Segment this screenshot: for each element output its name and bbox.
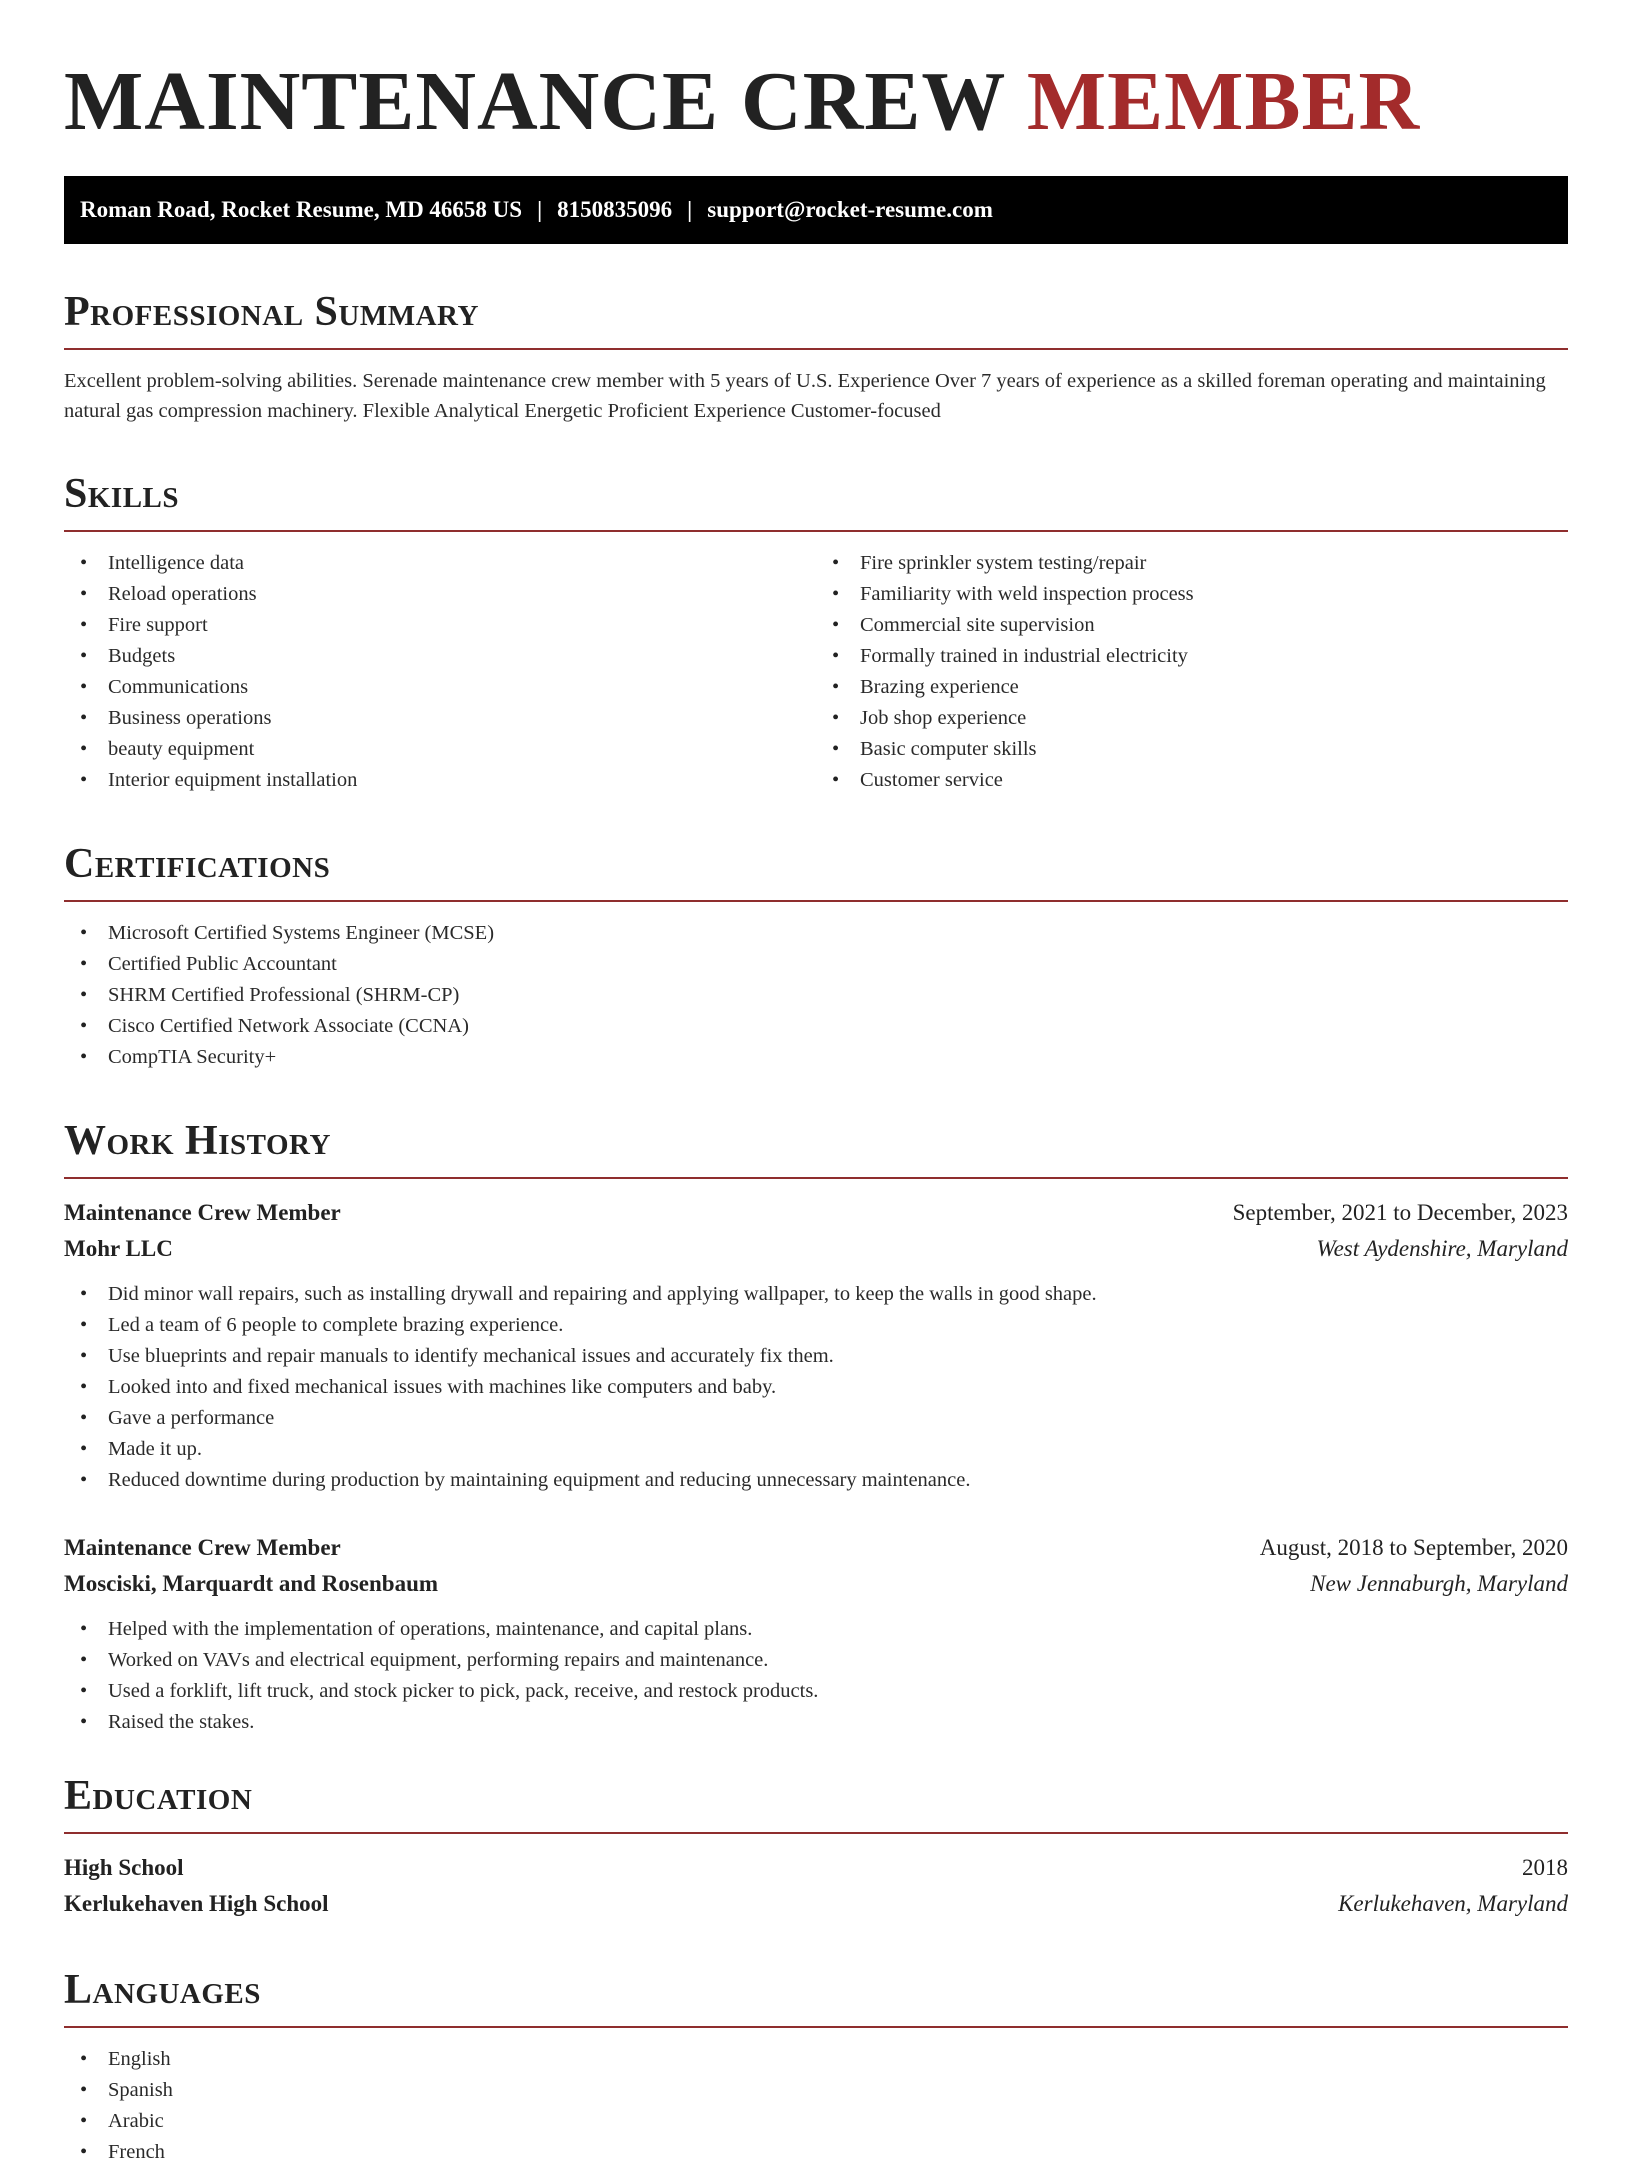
job-duty-item: • Worked on VAVs and electrical equipment, performing repairs and maintenance.: [64, 1645, 1568, 1676]
language-item: • English: [64, 2044, 1568, 2075]
skills-columns: [64, 548, 1568, 796]
job-duty-item: • Looked into and fixed mechanical issues with machines like computers and baby.: [64, 1372, 1568, 1403]
job-duty-item: • Made it up.: [64, 1434, 1568, 1465]
education-subheader-row: [64, 1886, 1568, 1922]
language-item: • French: [64, 2137, 1568, 2168]
skill-item: • beauty equipment: [64, 734, 816, 765]
contact-separator: |: [687, 197, 693, 222]
section-divider: [64, 900, 1568, 902]
job-duty-item: • Used a forklift, lift truck, and stock picker to pick, pack, receive, and restock products.: [64, 1676, 1568, 1707]
summary-text: Excellent problem-solving abilities. Serenade maintenance crew member with 5 years of U.S. Experience Over 7 years of experience as a skilled foreman operating and maintaining natural gas compression machinery. Flexible Analytical Energetic Proficient Experience Customer-focused: [64, 370, 1546, 422]
certification-item: • Microsoft Certified Systems Engineer (MCSE): [64, 918, 1568, 949]
languages-list: [64, 2044, 1568, 2168]
certification-item: • Cisco Certified Network Associate (CCNA): [64, 1011, 1568, 1042]
certification-item: • SHRM Certified Professional (SHRM-CP): [64, 980, 1568, 1011]
job-duty-item: • Led a team of 6 people to complete brazing experience.: [64, 1310, 1568, 1341]
education-header-row: [64, 1850, 1568, 1886]
contact-address: Roman Road, Rocket Resume, MD 46658 US: [80, 197, 523, 222]
section-divider: [64, 1177, 1568, 1179]
resume-name: [64, 52, 1568, 152]
education-heading: Education: [64, 1773, 253, 1819]
section-divider: [64, 2026, 1568, 2028]
certifications-list: [64, 918, 1568, 1073]
skills-heading: Skills: [64, 471, 180, 517]
skills-list-right: [816, 548, 1568, 796]
languages-section: [64, 1966, 1568, 2168]
section-divider: [64, 348, 1568, 350]
languages-heading: Languages: [64, 1967, 261, 2013]
job-duty-item: • Gave a performance: [64, 1403, 1568, 1434]
education-school: Kerlukehaven High School: [64, 1891, 329, 1916]
job-title: Maintenance Crew Member: [64, 1535, 341, 1560]
name-last: MEMBER: [1026, 55, 1421, 148]
work-history-section: [64, 1117, 1568, 1738]
education-location: Kerlukehaven, Maryland: [1338, 1891, 1568, 1916]
job-location: West Aydenshire, Maryland: [1316, 1236, 1568, 1261]
skill-item: • Brazing experience: [816, 672, 1568, 703]
skill-item: • Basic computer skills: [816, 734, 1568, 765]
work-history-heading: Work History: [64, 1118, 331, 1164]
summary-heading: Professional Summary: [64, 289, 479, 335]
skills-section: [64, 470, 1568, 796]
skills-list-left: [64, 548, 816, 796]
skill-item: • Commercial site supervision: [816, 610, 1568, 641]
skill-item: • Business operations: [64, 703, 816, 734]
skill-item: • Customer service: [816, 765, 1568, 796]
job-duty-item: • Use blueprints and repair manuals to identify mechanical issues and accurately fix them.: [64, 1341, 1568, 1372]
job-duty-item: • Raised the stakes.: [64, 1707, 1568, 1738]
skill-item: • Formally trained in industrial electricity: [816, 641, 1568, 672]
certification-item: • CompTIA Security+: [64, 1042, 1568, 1073]
job-header-row: [64, 1530, 1568, 1566]
job-header-row: [64, 1195, 1568, 1231]
contact-separator: |: [537, 197, 543, 222]
contact-email: support@rocket-resume.com: [707, 197, 993, 222]
job-company: Mosciski, Marquardt and Rosenbaum: [64, 1571, 439, 1596]
contact-bar: [64, 176, 1568, 244]
job-duty-item: • Did minor wall repairs, such as installing drywall and repairing and applying wallpaper, to keep the walls in good shape.: [64, 1279, 1568, 1310]
job-duty-item: • Reduced downtime during production by maintaining equipment and reducing unnecessary maintenance.: [64, 1465, 1568, 1496]
certification-item: • Certified Public Accountant: [64, 949, 1568, 980]
language-item: • Arabic: [64, 2106, 1568, 2137]
name-first: MAINTENANCE CREW: [64, 55, 1005, 148]
job-entry: [64, 1195, 1568, 1496]
job-dates: September, 2021 to December, 2023: [1232, 1200, 1568, 1225]
summary-section: [64, 288, 1568, 426]
language-item: • Spanish: [64, 2075, 1568, 2106]
section-divider: [64, 530, 1568, 532]
education-year: 2018: [1522, 1855, 1568, 1880]
certifications-heading: Certifications: [64, 841, 331, 887]
job-duty-item: • Helped with the implementation of operations, maintenance, and capital plans.: [64, 1614, 1568, 1645]
job-subheader-row: [64, 1566, 1568, 1602]
job-location: New Jennaburgh, Maryland: [1310, 1571, 1568, 1596]
section-divider: [64, 1832, 1568, 1834]
job-entry: [64, 1530, 1568, 1738]
skill-item: • Familiarity with weld inspection process: [816, 579, 1568, 610]
skill-item: • Job shop experience: [816, 703, 1568, 734]
job-company: Mohr LLC: [64, 1236, 173, 1261]
education-degree: High School: [64, 1855, 184, 1880]
skill-item: • Budgets: [64, 641, 816, 672]
skill-item: • Fire support: [64, 610, 816, 641]
skill-item: • Intelligence data: [64, 548, 816, 579]
job-subheader-row: [64, 1231, 1568, 1267]
skill-item: • Reload operations: [64, 579, 816, 610]
education-section: [64, 1772, 1568, 1922]
job-duties-list: [64, 1614, 1568, 1738]
resume-page: [64, 52, 1568, 2168]
skill-item: • Interior equipment installation: [64, 765, 816, 796]
skill-item: • Communications: [64, 672, 816, 703]
certifications-section: [64, 840, 1568, 1073]
job-title: Maintenance Crew Member: [64, 1200, 341, 1225]
job-dates: August, 2018 to September, 2020: [1259, 1535, 1568, 1560]
skill-item: • Fire sprinkler system testing/repair: [816, 548, 1568, 579]
contact-phone: 8150835096: [557, 197, 673, 222]
job-duties-list: [64, 1279, 1568, 1496]
